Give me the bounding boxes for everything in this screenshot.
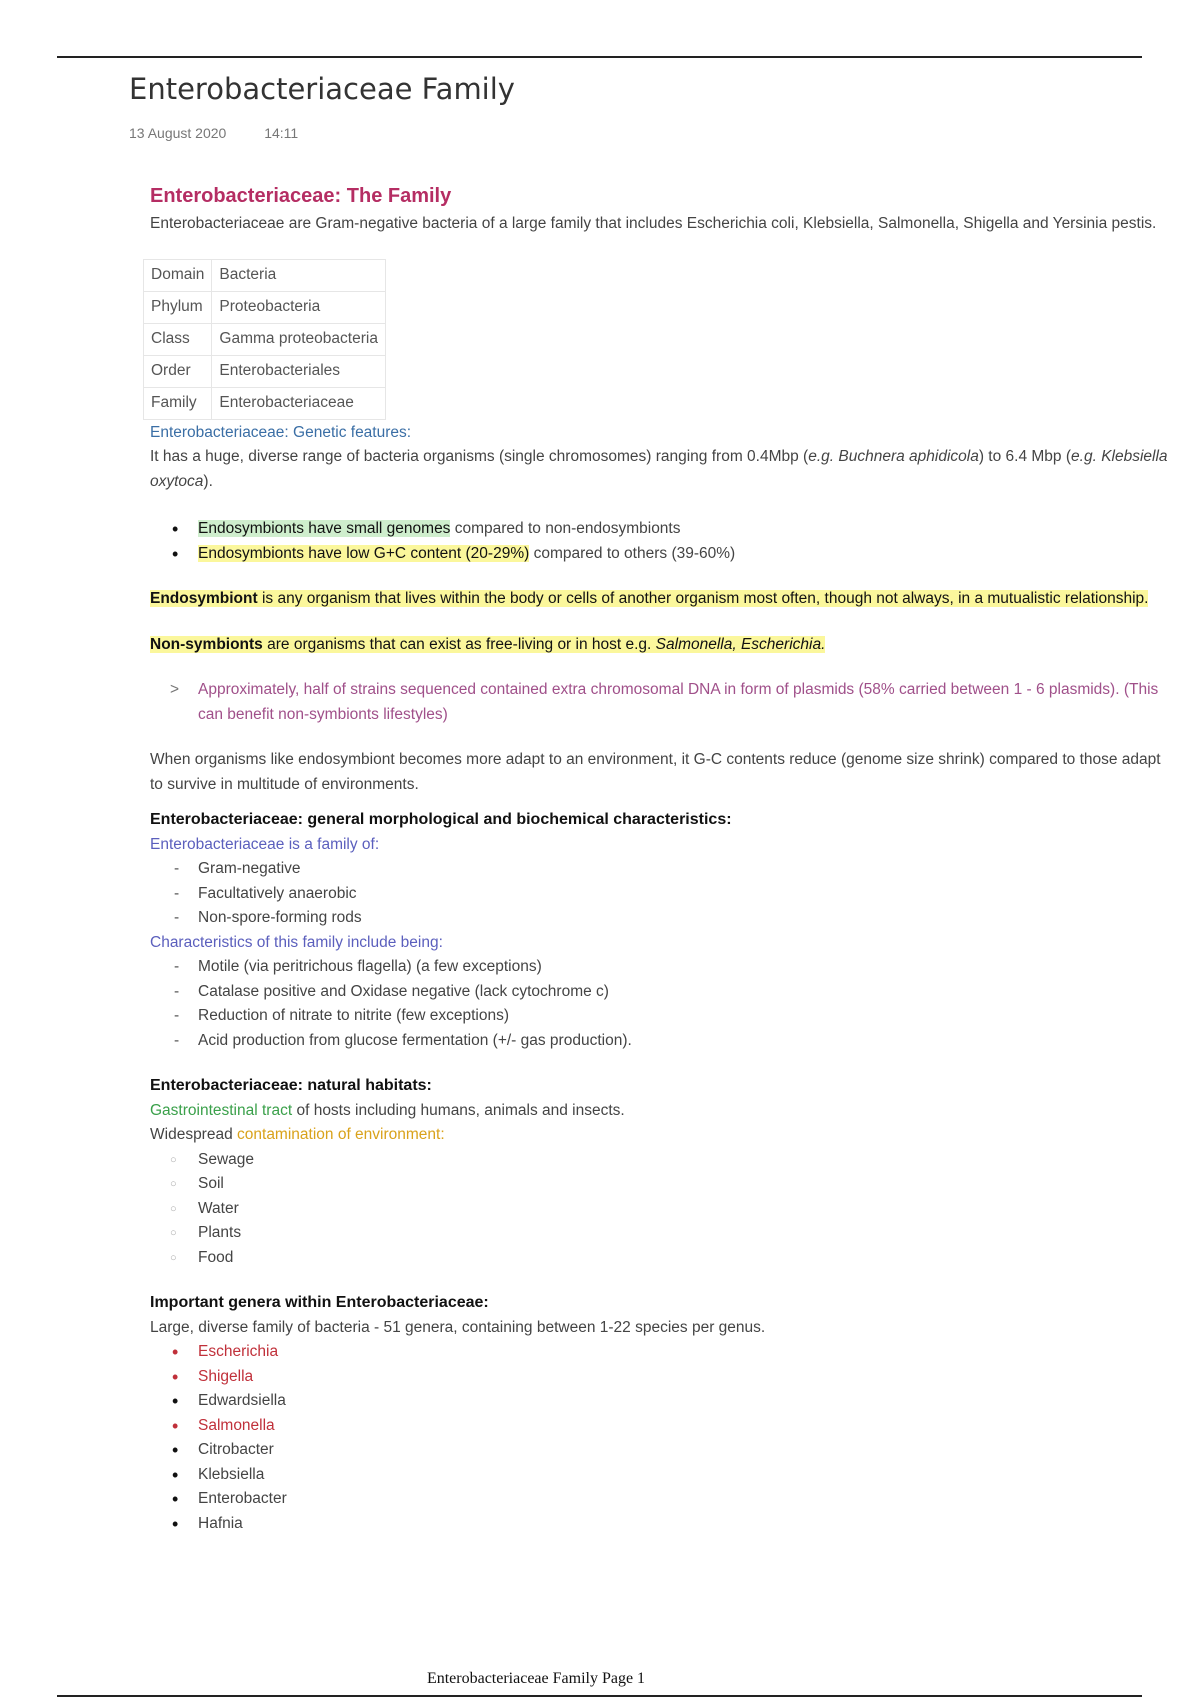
genome-bullets — [150, 517, 1170, 566]
list-item: - Facultatively anaerobic — [150, 882, 1170, 907]
characteristics-list — [150, 955, 1170, 1053]
list-item: ○ Water — [150, 1197, 1170, 1222]
bottom-rule — [57, 1695, 1142, 1697]
gi-habitat: Gastrointestinal tract of hosts including humans, animals and insects. — [150, 1101, 625, 1119]
widespread-habitat: Widespread contamination of environment: — [150, 1126, 445, 1143]
list-item: • Escherichia — [150, 1340, 1170, 1365]
list-item: ○ Sewage — [150, 1148, 1170, 1173]
taxonomy-value: Gamma proteobacteria — [212, 323, 386, 355]
family-of-list — [150, 857, 1170, 931]
list-item: - Gram-negative — [150, 857, 1170, 882]
morph-heading: Enterobacteriaceae: general morphological and biochemical characteristics: — [150, 811, 732, 828]
list-item: ○ Soil — [150, 1172, 1170, 1197]
nonsymbiont-definition: Non-symbionts are organisms that can exist as free-living or in host e.g. Salmonella, Escherichia. — [150, 635, 826, 653]
list-item: • Endosymbionts have small genomes compared to non-endosymbionts — [150, 517, 1170, 542]
genetic-heading: Enterobacteriaceae: Genetic features: — [150, 423, 412, 441]
list-item: ○ Food — [150, 1246, 1170, 1271]
top-rule — [57, 56, 1142, 58]
table-row — [144, 355, 386, 387]
table-row — [144, 259, 386, 291]
list-item: • Salmonella — [150, 1414, 1170, 1439]
list-item: ○ Plants — [150, 1221, 1170, 1246]
taxonomy-value: Enterobacteriales — [212, 355, 386, 387]
list-item: - Motile (via peritrichous flagella) (a few exceptions) — [150, 955, 1170, 980]
genera-intro: Large, diverse family of bacteria - 51 genera, containing between 1-22 species per genus. — [150, 1318, 766, 1336]
list-item: - Catalase positive and Oxidase negative (lack cytochrome c) — [150, 980, 1170, 1005]
genera-list — [150, 1340, 1170, 1536]
endosymbiont-definition: Endosymbiont is any organism that lives within the body or cells of another organism most often, though not always, in a mutualistic relationship. — [150, 590, 1149, 607]
list-item: • Edwardsiella — [150, 1389, 1170, 1414]
gc-note: When organisms like endosymbiont becomes more adapt to an environment, it G-C contents reduce (genome size shrink) compared to those adapt to survive in multitude of environments. — [150, 751, 1161, 793]
list-item: - Non-spore-forming rods — [150, 906, 1170, 931]
list-item: • Hafnia — [150, 1512, 1170, 1537]
table-row — [144, 291, 386, 323]
highlight-low-gc: Endosymbionts have low G+C content (20-29%) — [198, 544, 530, 562]
list-item: - Reduction of nitrate to nitrite (few exceptions) — [150, 1004, 1170, 1029]
habitat-list — [150, 1148, 1170, 1271]
example-buchnera: e.g. Buchnera aphidicola — [808, 448, 979, 465]
taxonomy-value: Proteobacteria — [212, 291, 386, 323]
page-title: Enterobacteriaceae Family — [129, 72, 515, 106]
genera-heading: Important genera within Enterobacteriaceae: — [150, 1294, 489, 1311]
list-item: • Shigella — [150, 1365, 1170, 1390]
highlight-small-genomes: Endosymbionts have small genomes — [198, 520, 451, 537]
taxonomy-rank: Class — [144, 323, 212, 355]
taxonomy-rank: Family — [144, 387, 212, 419]
table-row — [144, 323, 386, 355]
section-heading-family: Enterobacteriaceae: The Family — [150, 185, 452, 207]
habitats-heading: Enterobacteriaceae: natural habitats: — [150, 1077, 432, 1094]
list-item: • Klebsiella — [150, 1463, 1170, 1488]
characteristics-label: Characteristics of this family include being: — [150, 933, 443, 951]
page-time: 14:11 — [264, 125, 299, 141]
list-item: • Enterobacter — [150, 1487, 1170, 1512]
list-item: • Endosymbionts have low G+C content (20-29%) compared to others (39-60%) — [150, 542, 1170, 567]
taxonomy-value: Bacteria — [212, 259, 386, 291]
genetic-text: It has a huge, diverse range of bacteria organisms (single chromosomes) ranging from 0.4Mbp (e.g. Buchnera aphidicola) to 6.4 Mbp (e.g. Klebsiella oxytoca). — [150, 448, 1168, 490]
family-of-label: Enterobacteriaceae is a family of: — [150, 835, 380, 853]
list-item: • Citrobacter — [150, 1438, 1170, 1463]
taxonomy-value: Enterobacteriaceae — [212, 387, 386, 419]
taxonomy-rank: Phylum — [144, 291, 212, 323]
taxonomy-table — [143, 259, 386, 420]
example-klebsiella: e.g. Klebsiella oxytoca — [150, 448, 1168, 490]
plasmid-note: > Approximately, half of strains sequenced contained extra chromosomal DNA in form of plasmids (58% carried between 1 - 6 plasmids). (This can benefit non-symbionts lifestyles) — [150, 678, 1170, 727]
family-intro: Enterobacteriaceae are Gram-negative bacteria of a large family that includes Escherichia coli, Klebsiella, Salmonella, Shigella and Yersinia pestis. — [150, 215, 1157, 232]
arrow-icon: > — [170, 681, 180, 698]
page-footer: Enterobacteriaceae Family Page 1 — [426, 1670, 646, 1687]
page-meta — [129, 125, 298, 141]
page-date: 13 August 2020 — [129, 125, 227, 141]
taxonomy-rank: Order — [144, 355, 212, 387]
table-row — [144, 387, 386, 419]
note-body — [150, 182, 1170, 1536]
taxonomy-rank: Domain — [144, 259, 212, 291]
list-item: - Acid production from glucose fermentation (+/- gas production). — [150, 1029, 1170, 1054]
